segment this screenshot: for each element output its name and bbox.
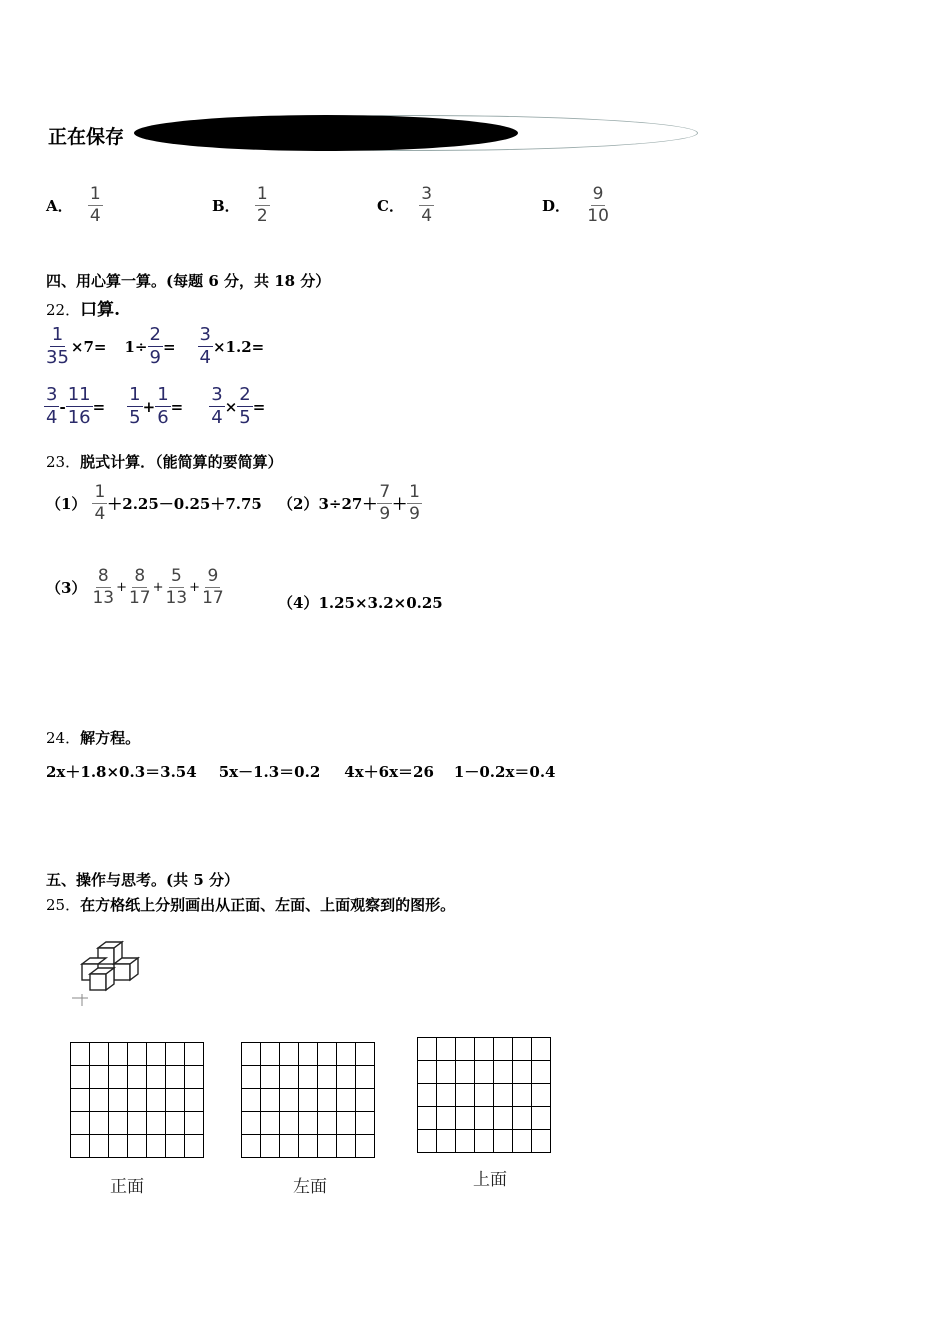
numerator: 1 [157,384,169,405]
numerator: 8 [97,566,109,586]
grid-cell[interactable] [242,1066,261,1089]
grid-cell[interactable] [318,1112,337,1135]
grid-cell[interactable] [261,1089,280,1112]
grid-cell[interactable] [475,1107,494,1130]
denominator: 4 [89,206,101,226]
denominator: 16 [67,407,91,428]
option-letter: B． [212,197,240,215]
denominator: 4 [211,407,223,428]
q22-row2 [44,386,265,427]
grid-cell[interactable] [318,1066,337,1089]
grid-cell[interactable] [299,1089,318,1112]
part-tag: （4） [278,594,319,612]
grid-cell[interactable] [71,1112,90,1135]
grid-cell[interactable] [337,1089,356,1112]
expr-tail: = [92,397,106,416]
denominator: 9 [149,347,161,368]
grid-cell[interactable] [337,1066,356,1089]
grid-cell[interactable] [166,1112,185,1135]
q25-label: 25． [46,896,81,914]
numerator: 1 [409,482,420,502]
grid-cell[interactable] [494,1084,513,1107]
option-letter: D． [542,197,571,215]
denominator: 17 [128,588,151,608]
grid-cell[interactable] [418,1061,437,1084]
part-tag: （2） [278,495,319,513]
grid-cell[interactable] [166,1089,185,1112]
q23-part1 [46,484,262,523]
fraction [66,386,93,427]
grid-cell[interactable] [280,1043,299,1066]
numerator: 9 [592,184,604,204]
equation: 1－0.2x＝0.4 [453,763,556,781]
cube-stack-figure [68,940,158,1012]
part-tag: （3） [46,579,87,597]
option-letter: A． [46,197,73,215]
fraction [127,568,153,607]
expr-tail: = [162,337,176,356]
grid-cell[interactable] [513,1130,532,1153]
grid-cell[interactable] [456,1084,475,1107]
numerator: 2 [239,384,251,405]
grid-cell[interactable] [418,1084,437,1107]
grid-cell[interactable] [337,1043,356,1066]
grid-cell[interactable] [242,1112,261,1135]
grid-cell[interactable] [280,1112,299,1135]
equation: 4x＋6x＝26 [344,763,434,781]
grid-cell[interactable] [147,1043,166,1066]
numerator: 9 [207,566,219,586]
grid-cell[interactable] [185,1089,204,1112]
fraction [377,484,392,523]
cube-face [114,964,130,980]
expr-tail: ×7= [70,337,107,356]
grid-cell[interactable] [147,1066,166,1089]
saving-label: 正在保存 [48,126,125,148]
operator: - [59,397,66,416]
grid-cell[interactable] [337,1112,356,1135]
option-d[interactable] [542,186,611,225]
denominator: 4 [421,206,433,226]
q23-label: 23． [46,453,81,471]
grid-cell[interactable] [475,1038,494,1061]
grid-cell[interactable] [90,1043,109,1066]
grid-cell[interactable] [280,1135,299,1158]
fraction [198,326,213,367]
grid-cell[interactable] [166,1066,185,1089]
grid-label-left: 左面 [293,1177,327,1197]
grid-cell[interactable] [109,1135,128,1158]
grid-table[interactable] [417,1037,551,1153]
q24-heading [46,727,140,748]
equation: 5x－1.3＝0.2 [218,763,321,781]
grid-cell[interactable] [185,1066,204,1089]
cube-face [90,974,106,990]
numerator: 5 [170,566,182,586]
denominator: 5 [129,407,141,428]
grid-cell[interactable] [242,1043,261,1066]
denominator: 9 [409,504,420,524]
grid-cell[interactable] [475,1130,494,1153]
denominator: 6 [157,407,169,428]
grid-cell[interactable] [456,1130,475,1153]
grid-cell[interactable] [185,1135,204,1158]
grid-cell[interactable] [71,1066,90,1089]
grid-cell[interactable] [456,1061,475,1084]
numerator: 2 [149,324,161,345]
grid-cell[interactable] [71,1089,90,1112]
grid-cell[interactable] [128,1066,147,1089]
option-b[interactable] [212,186,270,225]
fraction [164,568,190,607]
grid-cell[interactable] [513,1107,532,1130]
grid-cell[interactable] [513,1084,532,1107]
grid-cell[interactable] [185,1112,204,1135]
grid-cell[interactable] [71,1043,90,1066]
fraction [90,568,116,607]
section4-title: 四、用心算一算。(每题 6 分，共 18 分） [46,272,331,290]
q24-label: 24． [46,729,81,747]
grid-table[interactable] [241,1042,375,1158]
grid-cell[interactable] [185,1043,204,1066]
numerator: 11 [67,384,91,405]
grid-cell[interactable] [437,1084,456,1107]
grid-label-front: 正面 [110,1177,144,1197]
option-letter: C． [377,197,404,215]
grid-cell[interactable] [532,1038,551,1061]
expr: 1.25×3.2×0.25 [318,593,443,612]
grid-cell[interactable] [532,1107,551,1130]
operator: + [189,580,201,595]
grid-cell[interactable] [261,1112,280,1135]
numerator: 1 [51,324,64,345]
grid-cell[interactable] [299,1043,318,1066]
grid-cell[interactable] [475,1084,494,1107]
numerator: 7 [379,482,391,502]
fraction [237,386,252,427]
equation: 2x＋1.8×0.3＝3.54 [46,763,197,781]
option-a[interactable] [46,186,103,225]
grid-cell[interactable] [128,1089,147,1112]
grid-cell[interactable] [147,1112,166,1135]
grid-cell[interactable] [418,1130,437,1153]
grid-cell[interactable] [109,1089,128,1112]
fraction [44,386,59,427]
grid-cell[interactable] [109,1066,128,1089]
fraction [44,326,71,367]
grid-cell[interactable] [494,1038,513,1061]
expr-tail: ×1.2= [212,337,265,356]
option-c[interactable] [377,186,434,225]
q23-heading [46,451,283,472]
part-tag: （1） [46,495,87,513]
numerator: 1 [89,184,101,204]
fraction [148,326,163,367]
grid-cell[interactable] [128,1043,147,1066]
grid-cell[interactable] [242,1135,261,1158]
progress-fill [134,115,518,151]
numerator: 3 [199,324,211,345]
grid-cell[interactable] [456,1107,475,1130]
denominator: 10 [587,206,609,226]
denominator: 13 [165,588,188,608]
denominator: 5 [239,407,251,428]
expr-head: 1÷ [124,337,148,356]
grid-cell[interactable] [532,1084,551,1107]
numerator: 3 [46,384,58,405]
grid-cell[interactable] [532,1130,551,1153]
fraction [155,386,170,427]
grid-cell[interactable] [437,1038,456,1061]
denominator: 9 [379,504,391,524]
grid-cell[interactable] [280,1089,299,1112]
numerator: 3 [421,184,433,204]
grid-cell[interactable] [318,1089,337,1112]
grid-cell[interactable] [356,1043,375,1066]
grid-cell[interactable] [494,1130,513,1153]
grid-cell[interactable] [356,1112,375,1135]
grid-cell[interactable] [261,1066,280,1089]
fraction [92,484,107,523]
option-fraction [419,186,434,225]
fraction [407,484,422,523]
denominator: 13 [92,588,115,608]
denominator: 2 [256,206,268,226]
q24-equations [46,761,555,782]
q25-heading [46,894,455,915]
q22-heading [46,295,120,320]
fraction [209,386,224,427]
option-fraction [88,186,103,225]
grid-cell[interactable] [147,1089,166,1112]
expr-tail: = [170,397,184,416]
expr-rest: ＋2.25－0.25＋7.75 [107,495,262,513]
grid-cell[interactable] [109,1043,128,1066]
grid-cell[interactable] [494,1107,513,1130]
operator: + [142,397,156,416]
expr-head: 3÷27＋ [318,495,378,513]
operator: + [116,580,127,595]
q23-part4 [278,592,443,613]
grid-cell[interactable] [128,1135,147,1158]
grid-cell[interactable] [90,1112,109,1135]
grid-cell[interactable] [71,1135,90,1158]
grid-cell[interactable] [356,1066,375,1089]
q23-part3 [46,568,226,607]
grid-cell[interactable] [242,1089,261,1112]
fraction [127,386,142,427]
operator: × [224,397,238,416]
grid-cell[interactable] [418,1038,437,1061]
numerator: 1 [256,184,268,204]
grid-cell[interactable] [90,1066,109,1089]
grid-cell[interactable] [90,1135,109,1158]
numerator: 8 [134,566,146,586]
grid-cell[interactable] [456,1038,475,1061]
grid-cell[interactable] [166,1043,185,1066]
option-fraction [255,186,270,225]
q22-label: 22． [46,301,81,319]
expr-tail: = [252,397,266,416]
denominator: 17 [202,588,224,608]
grid-cell[interactable] [128,1112,147,1135]
grid-cell[interactable] [337,1135,356,1158]
grid-cell[interactable] [437,1130,456,1153]
numerator: 1 [129,384,141,405]
grid-cell[interactable] [356,1135,375,1158]
q24-title: 解方程。 [80,729,141,747]
grid-cell[interactable] [356,1089,375,1112]
q22-row1 [44,326,264,367]
grid-cell[interactable] [166,1135,185,1158]
section5-title: 五、操作与思考。(共 5 分） [46,871,239,889]
grid-cell[interactable] [532,1061,551,1084]
grid-cell[interactable] [475,1061,494,1084]
grid-cell[interactable] [318,1043,337,1066]
grid-table[interactable] [70,1042,204,1158]
numerator: 3 [211,384,223,405]
grid-cell[interactable] [418,1107,437,1130]
option-fraction [585,186,611,225]
grid-cell[interactable] [109,1112,128,1135]
grid-cell[interactable] [147,1135,166,1158]
grid-cell[interactable] [261,1043,280,1066]
fraction [200,568,226,607]
grid-cell[interactable] [299,1135,318,1158]
q22-title: 口算. [80,300,121,320]
grid-cell[interactable] [437,1107,456,1130]
grid-cell[interactable] [494,1061,513,1084]
grid-cell[interactable] [280,1066,299,1089]
grid-cell[interactable] [299,1112,318,1135]
grid-cell[interactable] [261,1135,280,1158]
q23-title: 脱式计算．（能简算的要简算） [80,453,283,471]
grid-cell[interactable] [513,1061,532,1084]
grid-cell[interactable] [90,1089,109,1112]
operator: ＋ [392,495,408,513]
grid-label-top: 上面 [473,1170,507,1190]
operator: + [152,580,164,595]
grid-cell[interactable] [513,1038,532,1061]
grid-cell[interactable] [437,1061,456,1084]
denominator: 4 [46,407,58,428]
grid-cell[interactable] [299,1066,318,1089]
q23-part2 [278,484,422,523]
numerator: 1 [94,482,106,502]
denominator: 4 [199,347,211,368]
denominator: 4 [94,504,106,524]
q25-title: 在方格纸上分别画出从正面、左面、上面观察到的图形。 [80,896,456,914]
grid-cell[interactable] [318,1135,337,1158]
denominator: 35 [46,347,69,368]
